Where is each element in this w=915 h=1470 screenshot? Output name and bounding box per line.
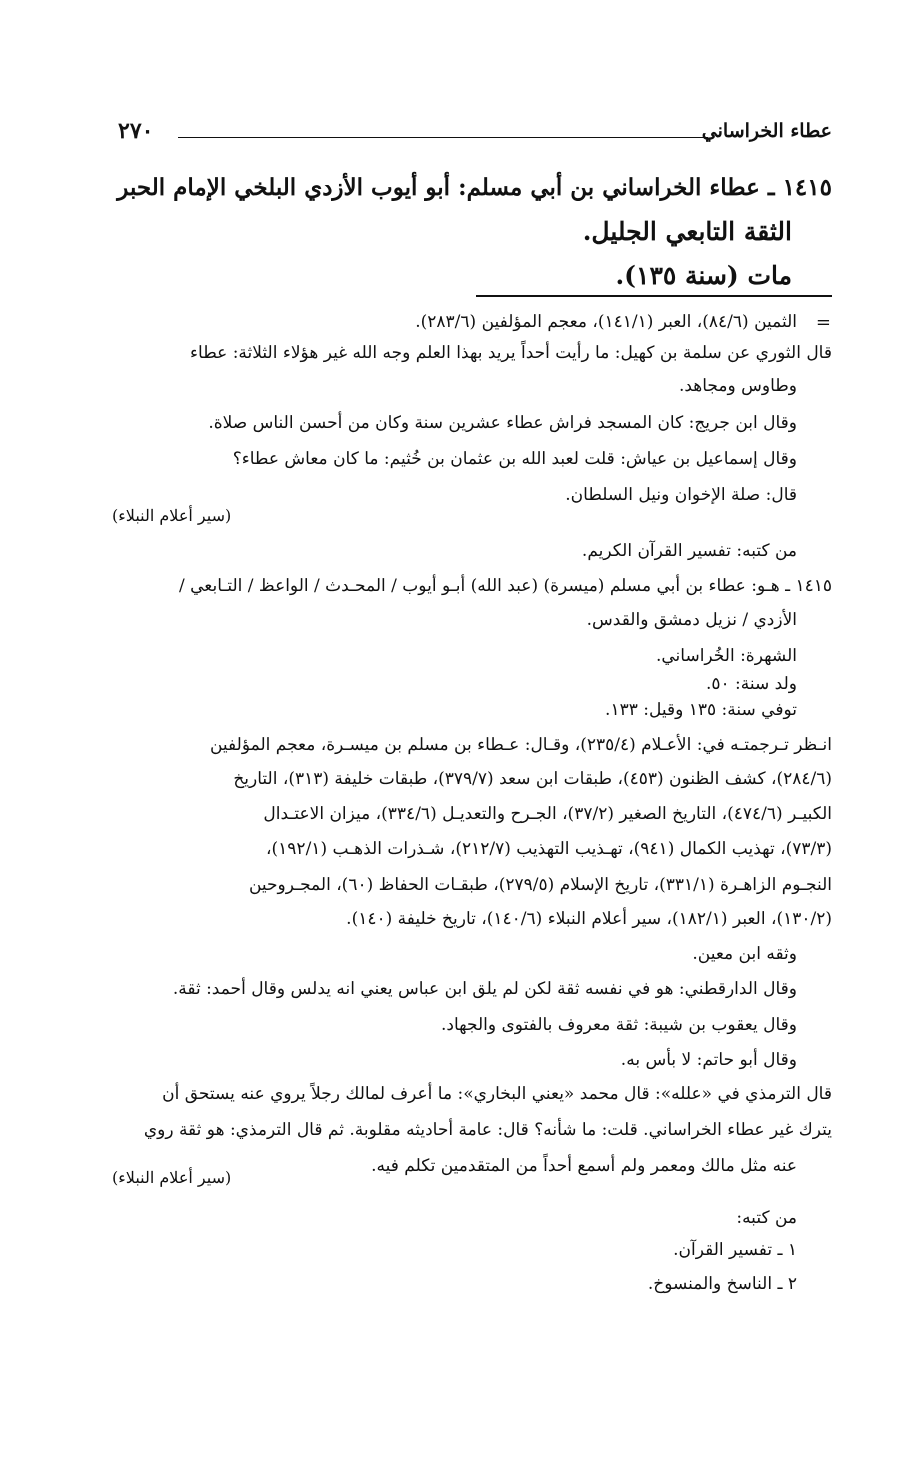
book-item: ٢ ـ الناسخ والمنسوخ. xyxy=(647,1274,797,1294)
entry-line: ١٤١٥ ـ هـو: عطاء بن أبي مسلم (ميسرة) (عبد الله) أبـو أيوب / المحـدث / الواعظ / التـابعي / xyxy=(178,576,832,596)
entry-heading-line2: الثقة التابعي الجليل. xyxy=(582,217,792,246)
footnote-rule xyxy=(476,295,832,297)
quote-line: عنه مثل مالك ومعمر ولم أسمع أحداً من المتقدمين تكلم فيه. xyxy=(371,1156,797,1176)
quote-line: يترك غير عطاء الخراساني. قلت: ما شأنه؟ قال: عامة أحاديثه مقلوبة. ثم قال الترمذي: هو ثقة روي xyxy=(143,1120,832,1140)
entry-line: توفي سنة: ١٣٥ وقيل: ١٣٣. xyxy=(605,700,797,720)
reference-line: (٢٨٤/٦)، كشف الظنون (٤٥٣)، طبقات ابن سعد (٣٧٩/٧)، طبقات خليفة (٣١٣)، التاريخ xyxy=(233,769,832,789)
quote-line: وقال أبو حاتم: لا بأس به. xyxy=(620,1050,797,1070)
footnote-line: قال الثوري عن سلمة بن كهيل: ما رأيت أحداً يريد بهذا العلم وجه الله غير هؤلاء الثلاثة: عطاء xyxy=(190,343,832,363)
footnote-line: وطاوس ومجاهد. xyxy=(678,376,797,396)
entry-line: ولد سنة: ٥٠. xyxy=(705,674,797,694)
reference-line: الكبيـر (٤٧٤/٦)، التاريخ الصغير (٣٧/٢)، الجـرح والتعديـل (٣٣٤/٦)، ميزان الاعتـدال xyxy=(263,804,832,824)
running-title: عطاء الخراساني xyxy=(701,120,832,142)
source-citation: (سير أعلام النبلاء) xyxy=(112,506,232,525)
header-rule xyxy=(178,137,708,138)
quote-line: قال الترمذي في «علله»: قال محمد «يعني البخاري»: ما أعرف لمالك رجلاً يروي عنه يستحق أن xyxy=(162,1084,832,1104)
entry-line: الشهرة: الخُراساني. xyxy=(655,646,797,666)
quote-line: وقال الدارقطني: هو في نفسه ثقة لكن لم يلق ابن عباس يعني انه يدلس وقال أحمد: ثقة. xyxy=(172,979,797,999)
reference-line: (١٣٠/٢)، العبر (١٨٢/١)، سير أعلام النبلاء (١٤٠/٦)، تاريخ خليفة (١٤٠). xyxy=(346,909,832,929)
entry-heading-line1: ١٤١٥ ـ عطاء الخراساني بن أبي مسلم: أبو أيوب الأزدي البلخي الإمام الحبر xyxy=(117,174,832,201)
book-item: ١ ـ تفسير القرآن. xyxy=(673,1240,797,1260)
quote-line: وقال يعقوب بن شيبة: ثقة معروف بالفتوى والجهاد. xyxy=(441,1015,797,1035)
footnote-continuation-marker: = xyxy=(815,312,831,333)
reference-line: انـظر تـرجمتـه في: الأعـلام (٢٣٥/٤)، وقـال: عـطاء بن مسلم بن ميسـرة، معجم المؤلفين xyxy=(209,735,832,755)
entry-line: الأزدي / نزيل دمشق والقدس. xyxy=(586,610,797,630)
entry-death-date: مات (سنة ١٣٥). xyxy=(615,261,792,290)
footnote-line: قال: صلة الإخوان ونيل السلطان. xyxy=(565,485,797,505)
quote-line: وثقه ابن معين. xyxy=(692,944,797,964)
footnote-line: وقال ابن جريج: كان المسجد فراش عطاء عشرين سنة وكان من أحسن الناس صلاة. xyxy=(208,413,797,433)
reference-line: النجـوم الزاهـرة (٣٣١/١)، تاريخ الإسلام (٢٧٩/٥)، طبقـات الحفاظ (٦٠)، المجـروحين xyxy=(248,875,832,895)
books-line: من كتبه: تفسير القرآن الكريم. xyxy=(581,541,797,561)
source-citation: (سير أعلام النبلاء) xyxy=(112,1168,232,1187)
page-number: ٢٧٠ xyxy=(118,118,154,144)
books-heading: من كتبه: xyxy=(736,1208,797,1228)
reference-line: (٧٣/٣)، تهذيب الكمال (٩٤١)، تهـذيب التهذيب (٢١٢/٧)، شـذرات الذهـب (١٩٢/١)، xyxy=(266,839,832,859)
footnote-line: وقال إسماعيل بن عياش: قلت لعبد الله بن عثمان بن خُثيم: ما كان معاش عطاء؟ xyxy=(232,449,797,469)
footnote-line: الثمين (٨٤/٦)، العبر (١٤١/١)، معجم المؤلفين (٢٨٣/٦). xyxy=(415,312,797,332)
